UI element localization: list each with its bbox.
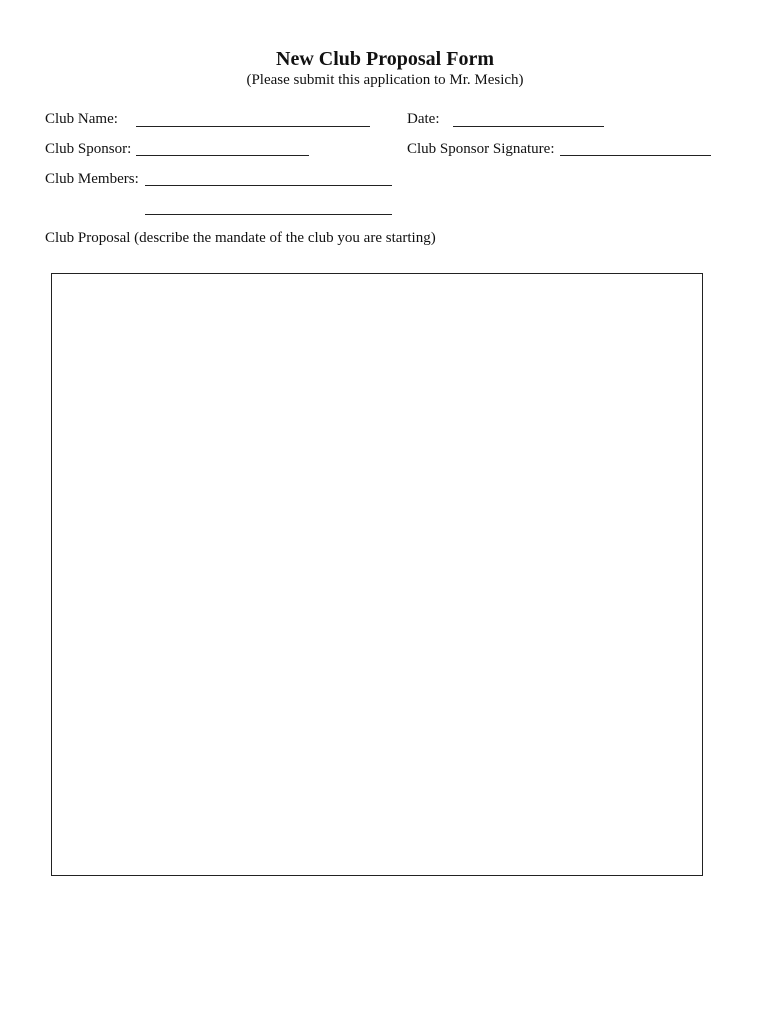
club-name-field[interactable]: [136, 126, 370, 127]
club-members-field-2[interactable]: [145, 214, 392, 215]
club-sponsor-label: Club Sponsor:: [45, 141, 132, 157]
date-field[interactable]: [453, 126, 604, 127]
proposal-text-area[interactable]: [51, 273, 703, 876]
sponsor-signature-label: Club Sponsor Signature:: [407, 141, 555, 157]
club-sponsor-field[interactable]: [136, 155, 309, 156]
proposal-label: Club Proposal (describe the mandate of the club you are starting): [45, 230, 436, 246]
sponsor-signature-field[interactable]: [560, 155, 711, 156]
club-name-label: Club Name:: [45, 111, 118, 127]
club-members-label: Club Members:: [45, 171, 139, 187]
form-subtitle: (Please submit this application to Mr. Mesich): [246, 72, 524, 88]
club-members-field-1[interactable]: [145, 185, 392, 186]
date-label: Date:: [407, 111, 440, 127]
form-title: New Club Proposal Form: [276, 48, 494, 70]
